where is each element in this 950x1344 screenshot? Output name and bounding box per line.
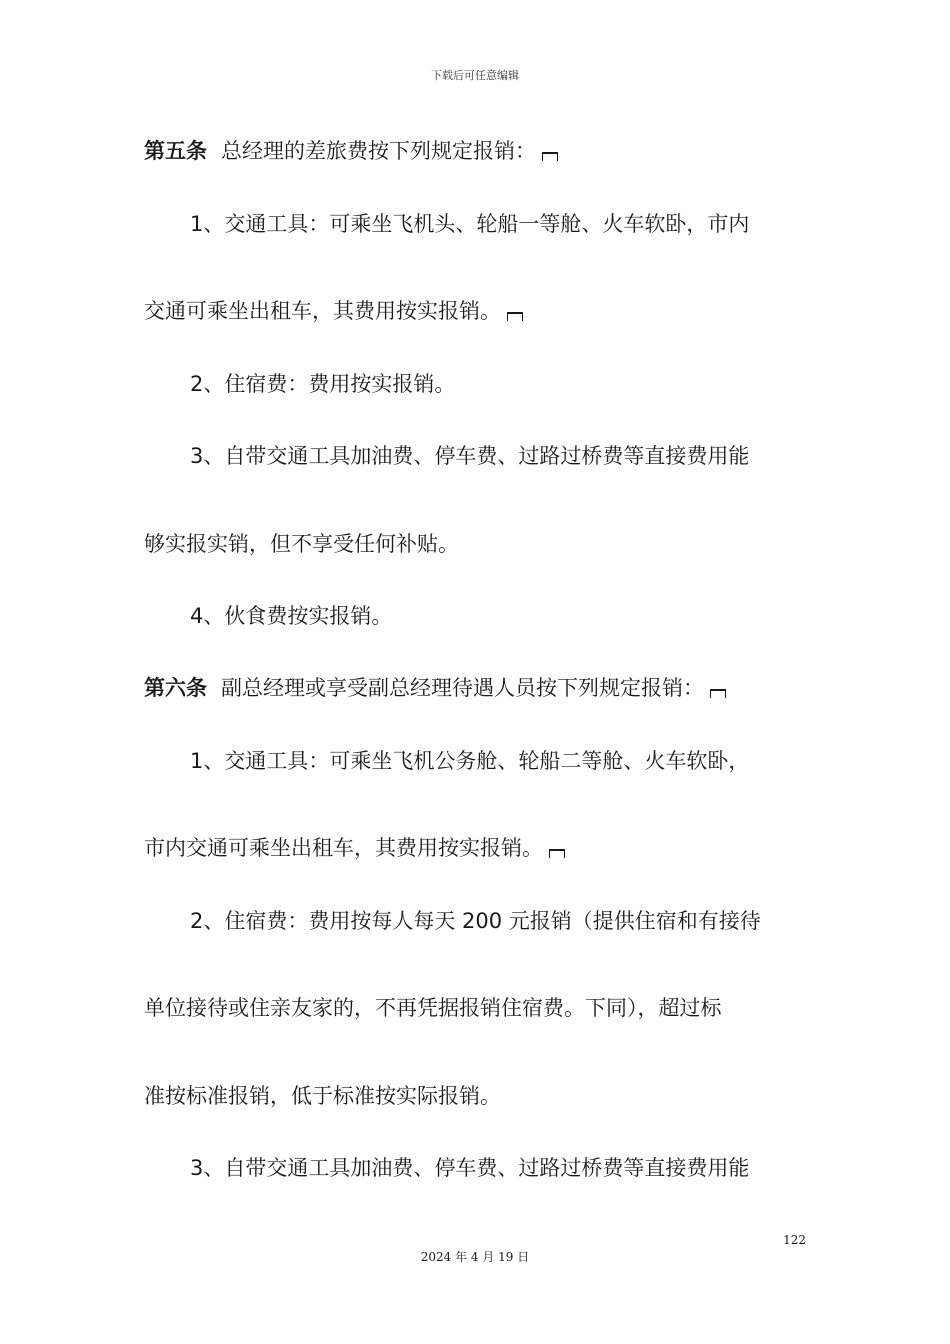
article-6-item-2-line-1: 2、住宿费：费用按每人每天 200 元报销（提供住宿和有接待 — [190, 909, 761, 933]
article-5-item-1-line-1: 1、交通工具：可乘坐飞机头、轮船一等舱、火车软卧，市内 — [190, 212, 750, 236]
paragraph-mark-icon — [549, 849, 565, 858]
article-6-item-2-line-2: 单位接待或住亲友家的，不再凭据报销住宿费。下同），超过标 — [144, 996, 722, 1020]
article-5-item-1-text: 交通可乘坐出租车，其费用按实报销。 — [144, 299, 501, 323]
article-5-item-4: 4、伙食费按实报销。 — [190, 604, 393, 628]
article-6-number: 第六条 — [144, 676, 207, 700]
article-6-item-1-line-2 — [144, 833, 565, 863]
article-5-item-3-line-2: 够实报实销，但不享受任何补贴。 — [144, 532, 459, 556]
article-5-item-1-line-2 — [144, 296, 523, 326]
article-5-number: 第五条 — [144, 139, 207, 163]
paragraph-mark-icon — [710, 689, 726, 698]
page-number: 122 — [783, 1233, 806, 1247]
article-6-heading — [144, 673, 726, 703]
page-header: 下载后可任意编辑 — [431, 69, 519, 82]
article-5-title: 总经理的差旅费按下列规定报销： — [221, 139, 536, 163]
paragraph-mark-icon — [507, 312, 523, 321]
footer-date: 2024 年 4 月 19 日 — [420, 1250, 530, 1264]
article-5-item-2: 2、住宿费：费用按实报销。 — [190, 372, 456, 396]
article-6-title: 副总经理或享受副总经理待遇人员按下列规定报销： — [221, 676, 704, 700]
article-6-item-1-text: 市内交通可乘坐出租车，其费用按实报销。 — [144, 836, 543, 860]
article-5-item-3-line-1: 3、自带交通工具加油费、停车费、过路过桥费等直接费用能 — [190, 444, 750, 468]
article-6-item-1-line-1: 1、交通工具：可乘坐飞机公务舱、轮船二等舱、火车软卧， — [190, 749, 750, 773]
article-6-item-2-line-3: 准按标准报销，低于标准按实际报销。 — [144, 1084, 501, 1108]
article-5-heading — [144, 136, 558, 166]
article-6-item-3-line-1: 3、自带交通工具加油费、停车费、过路过桥费等直接费用能 — [190, 1156, 750, 1180]
paragraph-mark-icon — [542, 152, 558, 161]
